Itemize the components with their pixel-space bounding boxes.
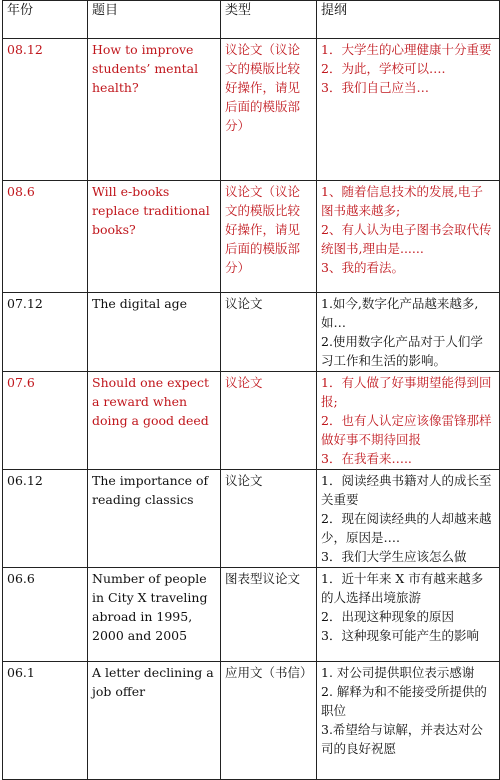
table-body (3, 39, 500, 780)
outline-point: 2．出现这种现象的原因 (321, 609, 454, 624)
cell-year: 06.6 (3, 568, 88, 662)
outline-point: 1．有人做了好事期望能得到回报; (321, 375, 492, 409)
header-type: 类型 (221, 1, 317, 39)
cell-year: 07.6 (3, 372, 88, 470)
table-row (3, 568, 500, 662)
table-row (3, 39, 500, 181)
cell-year: 06.1 (3, 662, 88, 780)
cell-outline (317, 568, 500, 662)
outline-point: 3.希望给与谅解，并表达对公司的良好祝愿 (321, 722, 483, 756)
cell-title: Number of people in City X traveling abroad in 1995, 2000 and 2005 (88, 568, 221, 662)
table-row (3, 181, 500, 293)
cell-type: 应用文（书信） (221, 662, 317, 780)
outline-point: 1．大学生的心理健康十分重要 (321, 42, 492, 57)
essay-outline-table (2, 0, 500, 780)
outline-point: 1．阅读经典书籍对人的成长至关重要 (321, 473, 492, 507)
cell-title: The importance of reading classics (88, 470, 221, 568)
cell-type: 议论文 (221, 372, 317, 470)
cell-outline (317, 372, 500, 470)
table-row (3, 372, 500, 470)
outline-point: 3．我们大学生应该怎么做 (321, 549, 467, 564)
cell-outline (317, 662, 500, 780)
outline-point: 2. 解释为和不能接受所提供的职位 (321, 684, 487, 718)
cell-type: 图表型议论文 (221, 568, 317, 662)
cell-title: Should one expect a reward when doing a good deed (88, 372, 221, 470)
outline-point: 3．这种现象可能产生的影响 (321, 628, 479, 643)
cell-type: 议论文 (221, 470, 317, 568)
cell-title: The digital age (88, 293, 221, 372)
cell-outline (317, 39, 500, 181)
outline-point: 1.如今,数字化产品越来越多,如… (321, 296, 479, 330)
cell-title: How to improve students’ mental health? (88, 39, 221, 181)
outline-point: 2．为此，学校可以…. (321, 61, 446, 76)
header-title: 题目 (88, 1, 221, 39)
outline-point: 2．也有人认定应该像雷锋那样做好事不期待回报 (321, 413, 492, 447)
outline-point: 1、随着信息技术的发展,电子图书越来越多; (321, 184, 483, 218)
outline-point: 2．现在阅读经典的人却越来越少，原因是…. (321, 511, 492, 545)
table-header-row (3, 1, 500, 39)
outline-point: 3．在我看来….. (321, 451, 412, 466)
cell-title: A letter declining a job offer (88, 662, 221, 780)
header-year: 年份 (3, 1, 88, 39)
cell-outline (317, 470, 500, 568)
table-row (3, 293, 500, 372)
table-row (3, 470, 500, 568)
cell-outline (317, 293, 500, 372)
cell-outline (317, 181, 500, 293)
cell-title: Will e-books replace traditional books? (88, 181, 221, 293)
cell-year: 08.12 (3, 39, 88, 181)
cell-type: 议论文（议论文的模版比较好操作，请见后面的模版部分） (221, 39, 317, 181)
cell-type: 议论文 (221, 293, 317, 372)
cell-year: 06.12 (3, 470, 88, 568)
outline-point: 1．近十年来 X 市有越来越多的人选择出境旅游 (321, 571, 484, 605)
cell-year: 08.6 (3, 181, 88, 293)
cell-year: 07.12 (3, 293, 88, 372)
outline-point: 3、我的看法。 (321, 260, 404, 275)
header-outline: 提纲 (317, 1, 500, 39)
outline-point: 2、有人认为电子图书会取代传统图书,理由是...... (321, 222, 492, 256)
outline-point: 1. 对公司提供职位表示感谢 (321, 665, 475, 680)
cell-type: 议论文（议论文的模版比较好操作，请见后面的模版部分） (221, 181, 317, 293)
table-row (3, 662, 500, 780)
outline-point: 3．我们自己应当… (321, 80, 429, 95)
outline-point: 2.使用数字化产品对于人们学习工作和生活的影响。 (321, 334, 483, 368)
